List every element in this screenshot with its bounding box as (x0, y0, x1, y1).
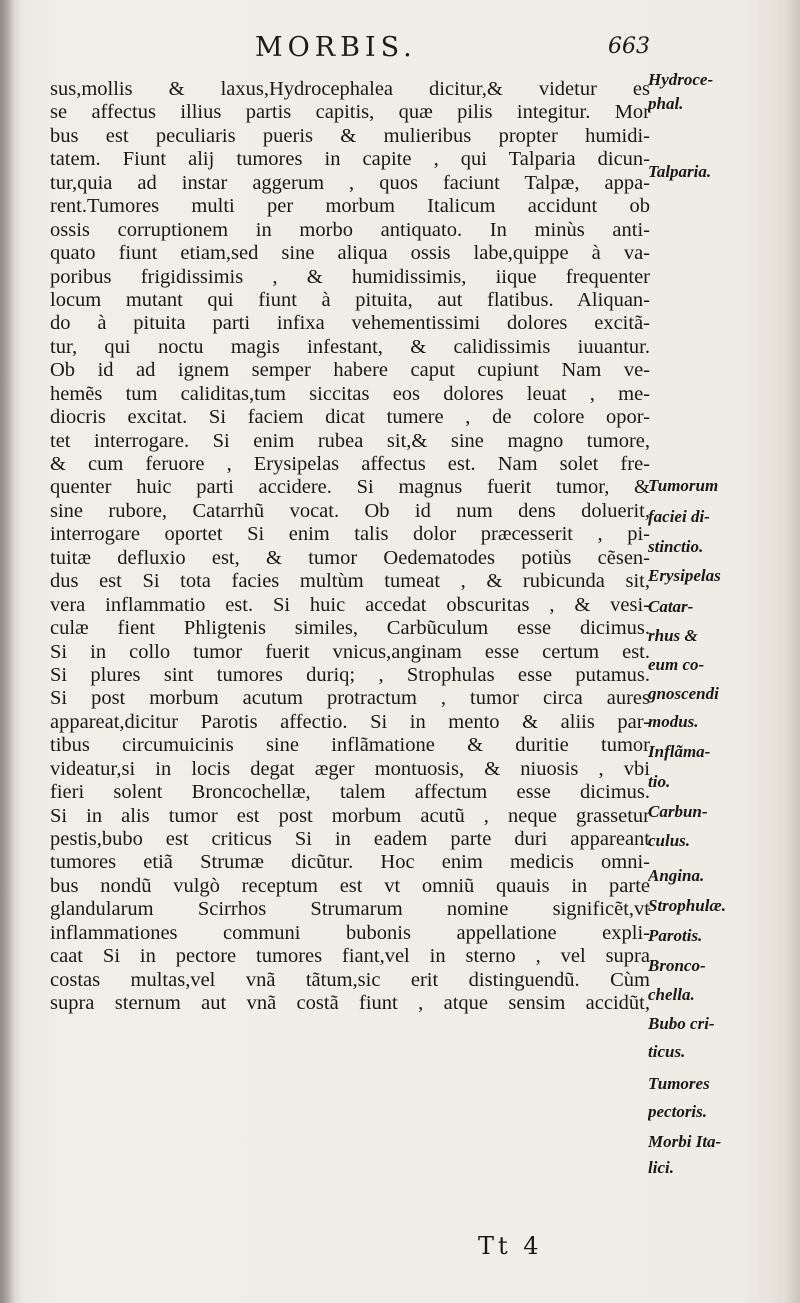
margin-note: Talparia. (648, 162, 712, 181)
text-line: tur, qui noctu magis infestant, & calidissimis iuuantur. (50, 335, 650, 358)
text-line: inflammationes communi bubonis appellatione expli- (50, 921, 650, 944)
text-line: tur,quia ad instar aggerum , quos faciunt Talpæ, appa- (50, 171, 650, 194)
margin-note: Hydroce- (648, 70, 714, 89)
text-line: ossis corruptionem in morbo antiquato. In minùs anti- (50, 218, 650, 241)
margin-note: Bronco- (648, 956, 706, 975)
text-line: Si post morbum acutum protractum , tumor circa aures (50, 687, 650, 710)
text-line: caat Si in pectore tumores fiant,vel in sterno , vel supra (50, 945, 650, 968)
text-line: tumores etiã Strumæ dicũtur. Hoc enim medicis omni- (50, 851, 650, 874)
text-line: & cum feruore , Erysipelas affectus est. Nam solet fre- (50, 453, 650, 475)
margin-note: ticus. (648, 1042, 686, 1061)
text-line: dus est Si tota facies multùm tumeat , & rubicunda sit, (50, 570, 650, 593)
text-line: hemẽs tum caliditas,tum siccitas eos dolores leuat , me- (50, 382, 650, 405)
text-line: do à pituita parti infixa vehementissimi dolores excitã- (50, 312, 650, 335)
margin-note: pectoris. (648, 1102, 708, 1121)
text-line: diocris excitat. Si faciem dicat tumere , de colore opor- (50, 406, 650, 429)
running-title: MORBIS. (255, 32, 417, 63)
text-line: fieri solent Broncochellæ, talem affectum esse dicimus. (50, 781, 650, 804)
margin-note: Angina. (648, 866, 705, 885)
margin-note: Parotis. (648, 926, 703, 945)
text-line: bus nondũ vulgò receptum est vt omniũ quauis in parte (50, 874, 650, 897)
text-line: sus,mollis & laxus,Hydrocephalea dicitur,& videtur es (50, 78, 650, 100)
margin-note: Inflãma- (648, 742, 711, 761)
page-number: 663 (608, 34, 650, 59)
text-line: tet interrogare. Si enim rubea sit,& sine magno tumore, (50, 429, 650, 452)
margin-note: rhus & (648, 626, 698, 645)
text-line: appareat,dicitur Parotis affectio. Si in mento & aliis par- (50, 710, 650, 733)
text-line: glandularum Scirrhos Strumarum nomine significẽt,vt (50, 898, 650, 921)
margin-note: chella. (648, 985, 695, 1004)
margin-note: culus. (648, 831, 691, 850)
text-line: vera inflammatio est. Si huic accedat obscuritas , & vesi- (50, 593, 650, 616)
text-line: sine rubore, Catarrhũ vocat. Ob id num dens doluerit, (50, 499, 650, 522)
margin-note: Strophulæ. (648, 896, 726, 915)
text-line: videatur,si in locis degat æger montuosis, & niuosis , vbi (50, 757, 650, 780)
margin-note: Catar- (648, 597, 694, 616)
margin-note: eum co- (648, 655, 705, 674)
text-line: Ob id ad ignem semper habere caput cupiunt Nam ve- (50, 359, 650, 382)
text-line: culæ fient Phligtenis similes, Carbũculum esse dicimus. (50, 617, 650, 640)
signature-mark: Tt 4 (478, 1232, 543, 1260)
margin-note: Bubo cri- (648, 1014, 715, 1033)
text-line: bus est peculiaris pueris & mulieribus propter humidi- (50, 124, 650, 147)
text-line: se affectus illius partis capitis, quæ pilis integitur. Mor (50, 101, 650, 124)
text-line: tibus circumuicinis sine inflãmatione & duritie tumor (50, 734, 650, 757)
margin-note: lici. (648, 1158, 674, 1177)
text-line: poribus frigidissimis , & humidissimis, iique frequenter (50, 265, 650, 288)
margin-note: modus. (648, 712, 699, 731)
text-line: tatem. Fiunt alij tumores in capite , qui Talparia dicun- (50, 148, 650, 171)
margin-note: Erysipelas (648, 566, 721, 585)
text-line: locum mutant qui fiunt à pituita, aut flatibus. Aliquan- (50, 288, 650, 311)
page-footer (0, 1232, 800, 1272)
margin-note: Carbun- (648, 802, 708, 821)
margin-note: faciei di- (648, 507, 710, 526)
text-line: interrogare oportet Si enim talis dolor præcesserit , pi- (50, 523, 650, 546)
text-line: costas multas,vel vnã tãtum,sic erit distinguendũ. Cùm (50, 968, 650, 991)
margin-note: phal. (648, 94, 684, 113)
margin-note: Tumorum (648, 476, 719, 495)
text-line: pestis,bubo est criticus Si in eadem parte duri appareant (50, 828, 650, 850)
margin-note: Tumores (648, 1074, 710, 1093)
text-line: quato fiunt etiam,sed sine aliqua ossis labe,quippe à va- (50, 242, 650, 265)
text-line: Si plures sint tumores duriq; , Strophulas esse putamus. (50, 663, 650, 686)
text-line: supra sternum aut vnã costã fiunt , atque sensim accidũt, (50, 992, 650, 1015)
text-line: rent.Tumores multi per morbum Italicum accidunt ob (50, 195, 650, 218)
margin-note: gnoscendi (648, 684, 719, 703)
margin-note: tio. (648, 772, 671, 791)
text-line: Si in alis tumor est post morbum acutũ , neque grassetur (50, 804, 650, 827)
text-line: quenter huic parti accidere. Si magnus fuerit tumor, & (50, 476, 650, 499)
text-line: Si in collo tumor fuerit vnicus,anginam esse certum est. (50, 640, 650, 663)
margin-note: stinctio. (648, 537, 704, 556)
margin-note: Morbi Ita- (648, 1132, 722, 1151)
text-line: tuitæ defluxio est, & tumor Oedematodes potiùs cẽsen- (50, 546, 650, 569)
